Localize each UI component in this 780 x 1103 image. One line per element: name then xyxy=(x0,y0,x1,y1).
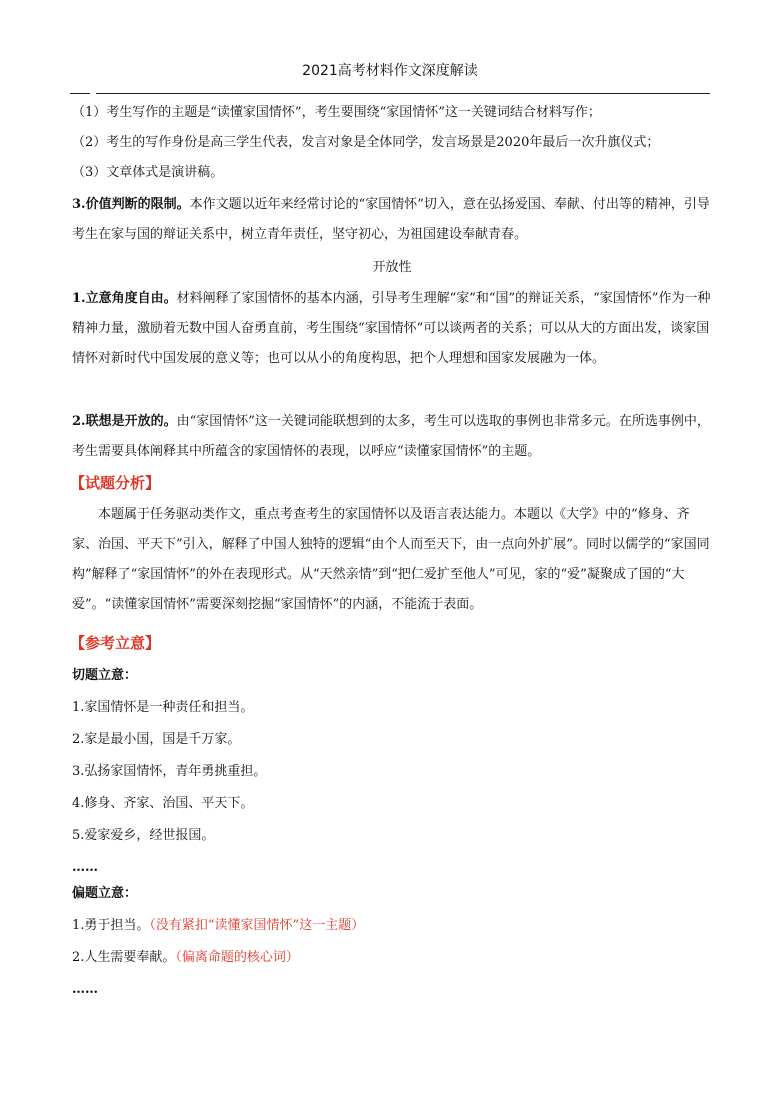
off-topic-item-text: 1.勇于担当。 xyxy=(72,918,150,933)
value-limit-paragraph xyxy=(72,190,712,250)
openness-item-text: 材料阐释了家国情怀的基本内涵，引导考生理解“家”和“国”的辩证关系，“家国情怀”作为一种精神力量，激励着无数中国人奋勇直前，考生围绕“家国情怀”可以谈两者的关系；可以从大的方面出发，谈家国情怀对新时代中国发展的意义等；也可以从小的角度构思，把个人理想和国家发展融为一体。 xyxy=(72,291,711,366)
requirements-block xyxy=(72,98,712,188)
analysis-text: 本题属于任务驱动类作文，重点考查考生的家国情怀以及语言表达能力。本题以《大学》中的“修身、齐家、治国、平天下”引入，解释了中国人独特的逻辑“由个人而至天下，由一点向外扩展”。同时以儒学的“家国同构”解释了“家国情怀”的外在表现形式。从“天然亲情”到“把仁爱扩至他人”可见，家的“爱”凝聚成了国的“大爱”。“读懂家国情怀”需要深刻挖掘“家国情怀”的内涵，不能流于表面。 xyxy=(72,507,710,612)
analysis-heading xyxy=(72,468,712,500)
off-topic-item xyxy=(72,942,712,974)
on-topic-item: 2.家是最小国，国是千万家。 xyxy=(72,732,241,747)
page-header-title: 2021高考材料作文深度解读 xyxy=(302,63,478,79)
on-topic-list xyxy=(72,660,712,884)
header-rule-left xyxy=(70,93,90,94)
reference-heading xyxy=(72,628,712,660)
on-topic-ellipsis: …… xyxy=(72,860,98,875)
analysis-body xyxy=(72,500,712,620)
openness-item-label: 2.联想是开放的。 xyxy=(72,414,177,429)
requirement-item: （2）考生的写作身份是高三学生代表，发言对象是全体同学，发言场景是2020年最后一次升旗仪式； xyxy=(72,135,660,150)
off-topic-ellipsis: …… xyxy=(72,982,98,997)
openness-item-text: 由“家国情怀”这一关键词能联想到的太多，考生可以选取的事例也非常多元。在所选事例中，考生需要具体阐释其中所蕴含的家国情怀的表现，以呼应“读懂家国情怀”的主题。 xyxy=(72,414,710,459)
requirement-item: （1）考生写作的主题是“读懂家国情怀”，考生要围绕“家国情怀”这一关键词结合材料写作； xyxy=(72,105,601,120)
off-topic-title: 偏题立意： xyxy=(72,886,138,901)
off-topic-item xyxy=(72,910,712,942)
off-topic-item-note: （没有紧扣“读懂家国情怀”这一主题） xyxy=(149,918,365,933)
on-topic-item: 3.弘扬家国情怀，青年勇挑重担。 xyxy=(72,764,267,779)
openness-item-label: 1.立意角度自由。 xyxy=(72,291,177,306)
on-topic-title: 切题立意： xyxy=(72,668,138,683)
off-topic-item-text: 2.人生需要奉献。 xyxy=(72,950,176,965)
reference-heading-text: 【参考立意】 xyxy=(70,634,161,652)
openness-item-2 xyxy=(72,407,712,467)
off-topic-list xyxy=(72,878,712,1006)
value-limit-label: 3.价值判断的限制。 xyxy=(72,197,190,212)
requirement-item: （3）文章体式是演讲稿。 xyxy=(72,165,224,180)
analysis-heading-text: 【试题分析】 xyxy=(70,474,161,492)
on-topic-item: 4.修身、齐家、治国、平天下。 xyxy=(72,796,254,811)
off-topic-item-note: （偏离命题的核心词） xyxy=(175,950,299,965)
header-rule-right xyxy=(96,93,710,94)
openness-item-1 xyxy=(72,284,712,374)
on-topic-item: 1.家国情怀是一种责任和担当。 xyxy=(72,700,254,715)
value-limit-text: 本作文题以近年来经常讨论的“家国情怀”切入，意在弘扬爱国、奉献、付出等的精神，引导考生在家与国的辩证关系中，树立青年责任，坚守初心，为祖国建设奉献青春。 xyxy=(72,197,710,242)
on-topic-item: 5.爱家爱乡，经世报国。 xyxy=(72,828,215,843)
openness-title: 开放性 xyxy=(372,260,412,275)
